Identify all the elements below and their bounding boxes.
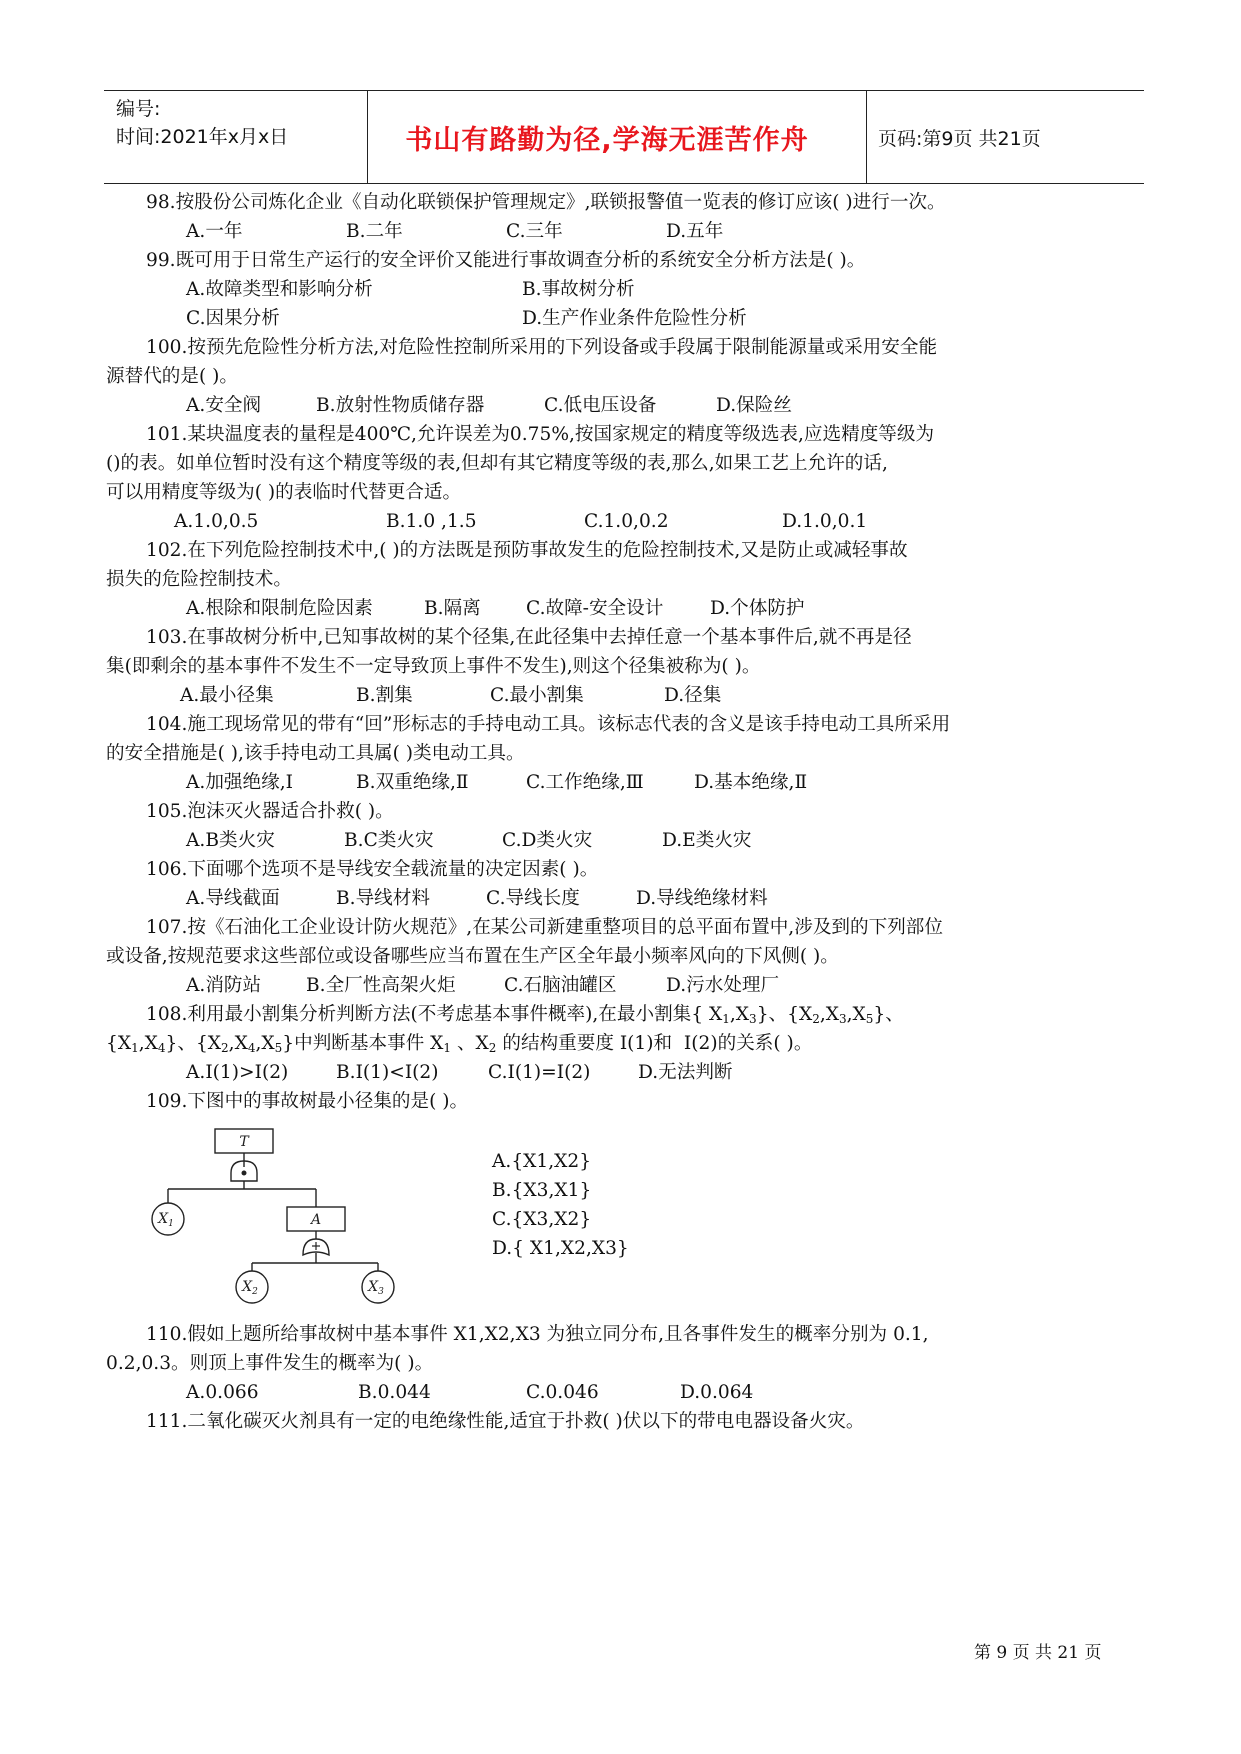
option-b: B.隔离	[424, 598, 481, 619]
option-d: D.基本绝缘,Ⅱ	[694, 772, 808, 793]
option-d: D.{ X1,X2,X3}	[492, 1238, 629, 1259]
option-c: C.石脑油罐区	[504, 975, 617, 996]
doc-number: 编号:	[116, 98, 161, 120]
header-page-number: 页码:第9页 共21页	[878, 127, 1041, 150]
question-110-cont: 0.2,0.3。则顶上事件发生的概率为( )。	[106, 1353, 434, 1374]
option-b: B.0.044	[358, 1382, 431, 1403]
page-footer: 第 9 页 共 21 页	[974, 1643, 1102, 1663]
option-b: B.{X3,X1}	[492, 1180, 592, 1201]
option-a: A.B类火灾	[186, 830, 275, 851]
page-header	[104, 90, 1144, 184]
option-a: A.1.0,0.5	[174, 511, 259, 532]
question-108-cont: $\{X_1,X_4\}$、$\{X_2,X_4,X_5\}$中判断基本事件 $X_1$ 、$X_2$ 的结构重要度 I(1)和 I(2)的关系( )。	[106, 1033, 813, 1055]
option-c: C.故障-安全设计	[526, 598, 664, 619]
tree-x2-label: X	[242, 1279, 253, 1295]
option-a: A.I(1)>I(2)	[186, 1062, 289, 1083]
question-99: 99.既可用于日常生产运行的安全评价又能进行事故调查分析的系统安全分析方法是( )。	[146, 250, 866, 271]
option-b: B.I(1)<I(2)	[336, 1062, 439, 1083]
option-c: C.低电压设备	[544, 395, 657, 416]
question-103: 103.在事故树分析中,已知事故树的某个径集,在此径集中去掉任意一个基本事件后,就不再是径	[146, 627, 912, 648]
doc-time: 时间:2021年x月x日	[116, 126, 289, 148]
option-d: D.无法判断	[638, 1062, 733, 1083]
option-b: B.放射性物质储存器	[316, 395, 485, 416]
option-d: D.1.0,0.1	[782, 511, 868, 532]
option-b: B.全厂性高架火炬	[306, 975, 456, 996]
tree-x3-label: X	[368, 1279, 379, 1295]
option-a: A.{X1,X2}	[492, 1151, 592, 1172]
option-d: D.污水处理厂	[666, 975, 780, 996]
option-b: B.事故树分析	[522, 279, 635, 300]
option-c: C.三年	[506, 221, 563, 242]
question-109: 109.下图中的事故树最小径集的是( )。	[146, 1091, 469, 1112]
tree-gate-label: A	[310, 1212, 322, 1228]
option-c: C.D类火灾	[502, 830, 593, 851]
question-101-cont: 可以用精度等级为( )的表临时代替更合适。	[106, 482, 462, 503]
option-a: A.加强绝缘,Ⅰ	[186, 772, 293, 793]
question-100: 100.按预先危险性分析方法,对危险性控制所采用的下列设备或手段属于限制能源量或采用安全能	[146, 337, 938, 358]
question-100-cont: 源替代的是( )。	[106, 366, 238, 387]
question-105: 105.泡沫灭火器适合扑救( )。	[146, 801, 394, 822]
option-a: A.消防站	[186, 975, 262, 996]
option-a: A.0.066	[186, 1382, 259, 1403]
option-a: A.根除和限制危险因素	[186, 598, 373, 619]
svg-text:X1: $X_1$	[158, 1211, 174, 1229]
option-d: D.保险丝	[716, 395, 792, 416]
option-c: C.工作绝缘,Ⅲ	[526, 772, 644, 793]
option-c: C.I(1)=I(2)	[488, 1062, 591, 1083]
question-107: 107.按《石油化工企业设计防火规范》,在某公司新建重整项目的总平面布置中,涉及到的下列部位	[146, 917, 943, 938]
svg-text:X3: $X_3$	[368, 1279, 384, 1297]
option-a: A.最小径集	[180, 685, 274, 706]
option-d: D.导线绝缘材料	[636, 888, 768, 909]
question-104-cont: 的安全措施是( ),该手持电动工具属( )类电动工具。	[106, 743, 525, 764]
option-a: A.一年	[186, 221, 243, 242]
question-106: 106.下面哪个选项不是导线安全载流量的决定因素( )。	[146, 859, 599, 880]
option-d: D.径集	[664, 685, 722, 706]
option-b: B.割集	[356, 685, 413, 706]
option-b: B.双重绝缘,Ⅱ	[356, 772, 469, 793]
option-c: C.{X3,X2}	[492, 1209, 592, 1230]
option-c: C.1.0,0.2	[584, 511, 669, 532]
question-110: 110.假如上题所给事故树中基本事件 X1,X2,X3 为独立同分布,且各事件发生的概率分别为 0.1,	[146, 1324, 929, 1345]
fault-tree-diagram	[150, 1125, 450, 1325]
option-a: A.安全阀	[186, 395, 262, 416]
question-111: 111.二氧化碳灭火剂具有一定的电绝缘性能,适宜于扑救( )伏以下的带电电器设备火灾。	[146, 1411, 865, 1432]
tree-x1-label: X	[158, 1211, 169, 1227]
option-d: D.E类火灾	[662, 830, 752, 851]
option-c: C.最小割集	[490, 685, 584, 706]
question-108: 108.利用最小割集分析判断方法(不考虑基本事件概率),在最小割集{ $X_1,X_3$}、$\{X_2,X_3,X_5\}$、	[146, 1004, 904, 1026]
question-101: 101.某块温度表的量程是400℃,允许误差为0.75%,按国家规定的精度等级选表,应选精度等级为	[146, 424, 935, 445]
option-b: B.1.0 ,1.5	[386, 511, 477, 532]
option-c: C.0.046	[526, 1382, 599, 1403]
option-c: C.因果分析	[186, 308, 280, 329]
option-b: B.二年	[346, 221, 403, 242]
question-98: 98.按股份公司炼化企业《自动化联锁保护管理规定》,联锁报警值一览表的修订应该( )进行一次。	[146, 192, 946, 213]
question-103-cont: 集(即剩余的基本事件不发生不一定导致顶上事件不发生),则这个径集被称为( )。	[106, 656, 761, 677]
question-102: 102.在下列危险控制技术中,( )的方法既是预防事故发生的危险控制技术,又是防止或减轻事故	[146, 540, 908, 561]
option-d: D.五年	[666, 221, 724, 242]
option-b: B.C类火灾	[344, 830, 434, 851]
option-a: A.导线截面	[186, 888, 280, 909]
question-107-cont: 或设备,按规范要求这些部位或设备哪些应当布置在生产区全年最小频率风向的下风侧( )。	[106, 946, 839, 967]
option-d: D.0.064	[680, 1382, 754, 1403]
question-102-cont: 损失的危险控制技术。	[106, 569, 292, 590]
header-motto: 书山有路勤为径,学海无涯苦作舟	[405, 124, 809, 156]
option-d: D.个体防护	[710, 598, 805, 619]
option-d: D.生产作业条件危险性分析	[522, 308, 747, 329]
question-104: 104.施工现场常见的带有“回”形标志的手持电动工具。该标志代表的含义是该手持电动工具所采用	[146, 714, 951, 735]
option-b: B.导线材料	[336, 888, 430, 909]
tree-top-label: T	[239, 1134, 249, 1150]
option-c: C.导线长度	[486, 888, 580, 909]
question-101-cont: ()的表。如单位暂时没有这个精度等级的表,但却有其它精度等级的表,那么,如果工艺上允许的话,	[106, 453, 888, 474]
svg-text:X2: $X_2$	[242, 1279, 258, 1297]
header-meta	[116, 95, 288, 151]
option-a: A.故障类型和影响分析	[186, 279, 373, 300]
